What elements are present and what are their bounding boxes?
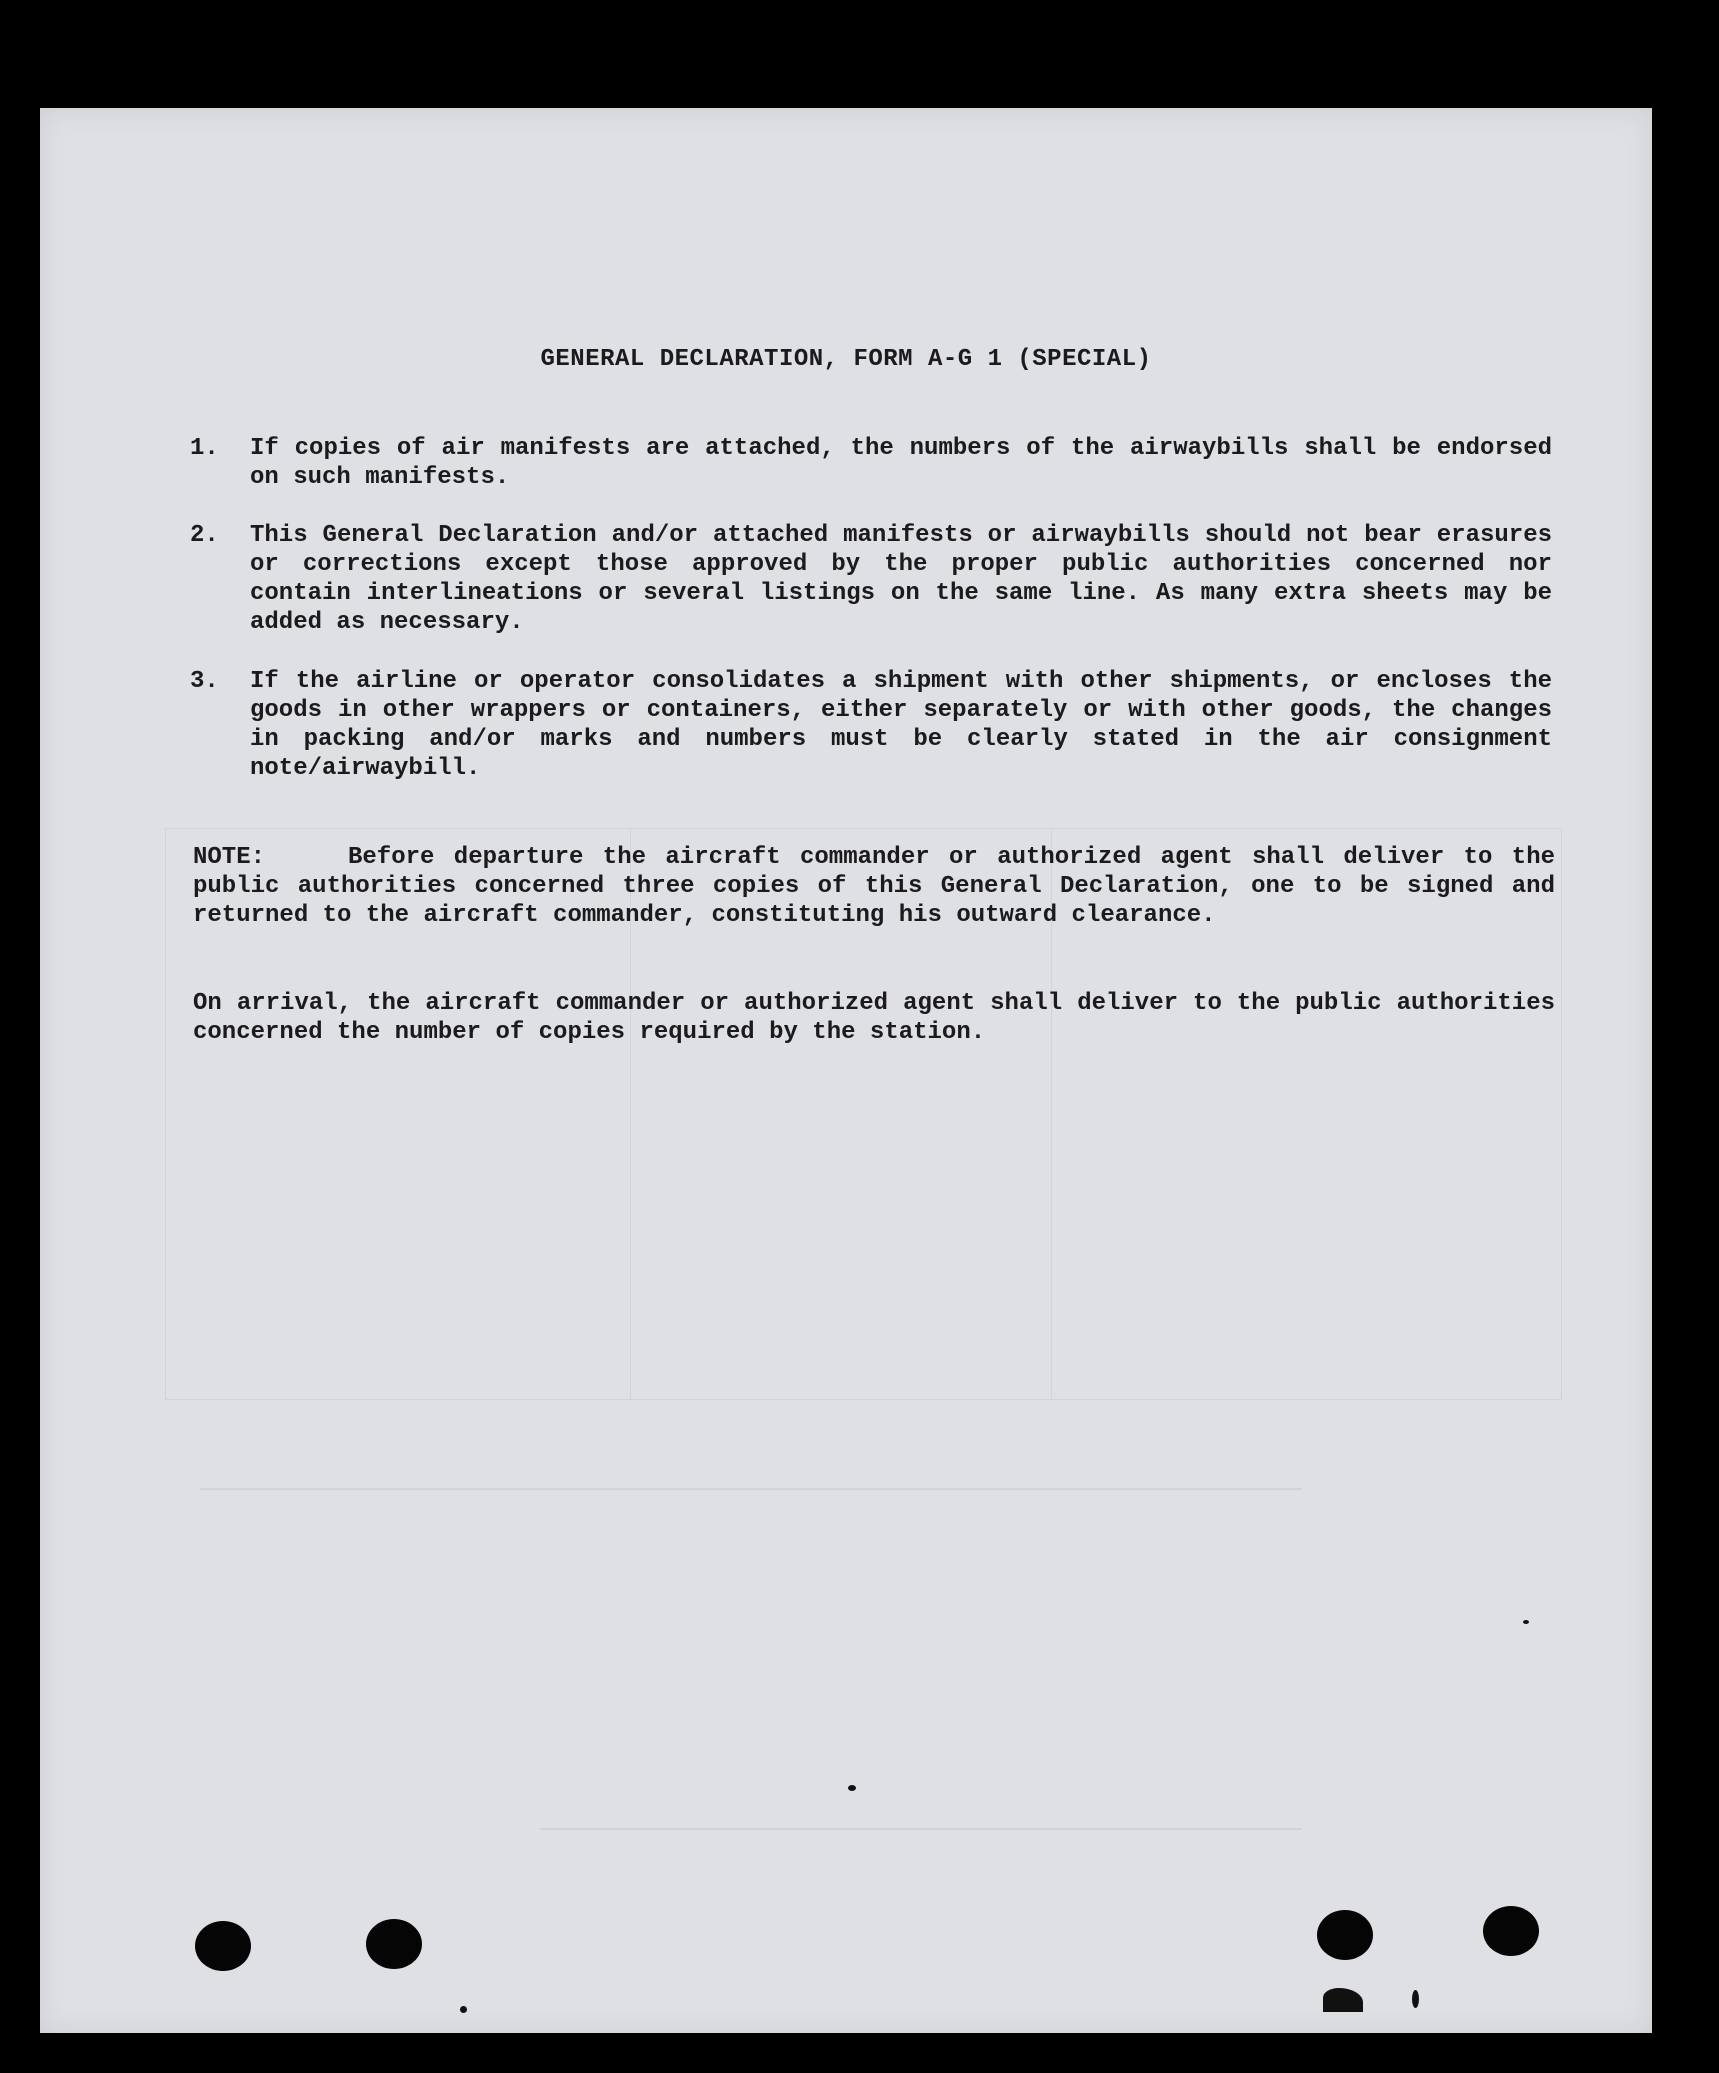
show-through-rule	[540, 1828, 1302, 1830]
item-number: 3.	[190, 668, 219, 695]
note-label: NOTE:	[193, 844, 266, 871]
show-through-rule	[200, 1488, 1302, 1490]
note-paragraph	[193, 843, 1555, 930]
punch-hole	[366, 1919, 422, 1969]
scan-speck	[848, 1785, 856, 1791]
item-text: If the airline or operator consolidates a shipment with other shipments, or encloses the goods in other wrappers or containers, either separately or with other goods, the changes in packing and/or marks and numbers must be clearly stated in the air consignment note/airwaybill.	[250, 668, 1552, 782]
scan-speck	[1412, 1990, 1419, 2008]
punch-hole	[1483, 1906, 1539, 1956]
item-number: 2.	[190, 522, 219, 549]
scan-speck	[460, 2006, 467, 2013]
note-text: Before departure the aircraft commander or authorized agent shall deliver to the public authorities concerned three copies of this General Declaration, one to be signed and returned to the aircraft commander, constituting his outward clearance.	[193, 844, 1555, 929]
item-text: This General Declaration and/or attached manifests or airwaybills should not bear erasures or corrections except those approved by the proper public authorities concerned nor contain interlineations or several listings on the same line. As many extra sheets may be added as necessary.	[250, 522, 1552, 636]
item-number: 1.	[190, 435, 219, 462]
arrival-paragraph: On arrival, the aircraft commander or authorized agent shall deliver to the public authorities concerned the number of copies required by the station.	[193, 990, 1555, 1046]
item-text: If copies of air manifests are attached, the numbers of the airwaybills shall be endorsed on such manifests.	[250, 435, 1552, 491]
paper-sheet	[40, 108, 1652, 2033]
punch-hole	[1317, 1910, 1373, 1960]
scan-speck	[1323, 1988, 1363, 2012]
punch-hole	[195, 1921, 251, 1971]
document-title: GENERAL DECLARATION, FORM A-G 1 (SPECIAL)	[540, 346, 1152, 373]
scan-speck	[1523, 1620, 1529, 1624]
